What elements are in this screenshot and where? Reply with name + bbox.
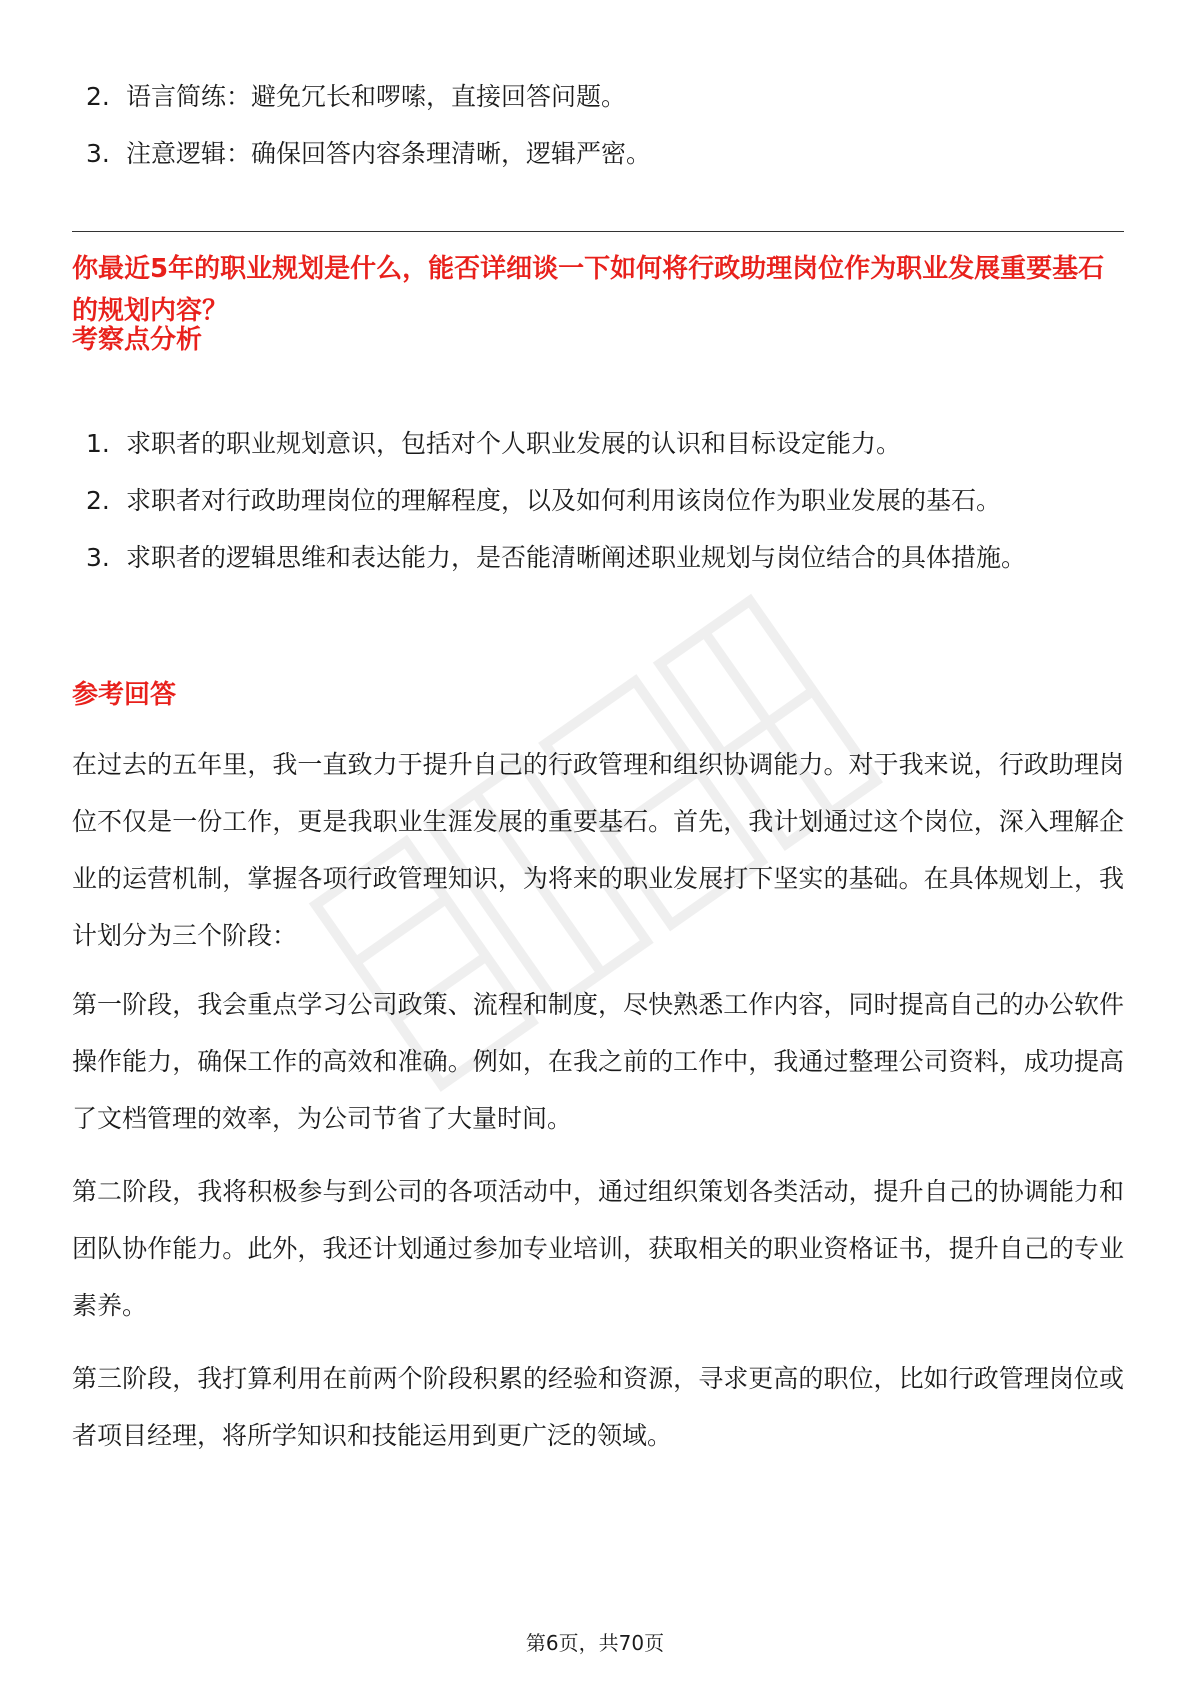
list-item	[72, 472, 1124, 529]
list-item-text: 注意逻辑：确保回答内容条理清晰，逻辑严密。	[126, 139, 652, 168]
answer-paragraph: 第二阶段，我将积极参与到公司的各项活动中，通过组织策划各类活动，提升自己的协调能力和团队协作能力。此外，我还计划通过参加专业培训，获取相关的职业资格证书，提升自己的专业素养。	[72, 1177, 1124, 1320]
reference-answer-heading: 参考回答	[72, 680, 177, 710]
analysis-heading: 考察点分析	[72, 325, 203, 355]
list-item-text: 求职者的逻辑思维和表达能力，是否能清晰阐述职业规划与岗位结合的具体措施。	[126, 543, 1027, 572]
list-item-number: 3.	[86, 139, 110, 168]
answer-paragraph: 第三阶段，我打算利用在前两个阶段积累的经验和资源，寻求更高的职位，比如行政管理岗位或者项目经理，将所学知识和技能运用到更广泛的领域。	[72, 1364, 1124, 1450]
list-item	[72, 68, 1124, 125]
list-item	[72, 529, 1124, 586]
page-number: 第6页，共70页	[525, 1631, 665, 1655]
list-item-number: 3.	[86, 543, 110, 572]
answer-tips-list	[72, 68, 1124, 182]
list-item-text: 求职者的职业规划意识，包括对个人职业发展的认识和目标设定能力。	[126, 429, 902, 458]
list-item-number: 1.	[86, 429, 110, 458]
list-item	[72, 125, 1124, 182]
analysis-list	[72, 415, 1124, 586]
section-divider	[72, 231, 1124, 232]
interview-question: 你最近5年的职业规划是什么，能否详细谈一下如何将行政助理岗位作为职业发展重要基石的规划内容？	[72, 254, 1105, 326]
list-item	[72, 415, 1124, 472]
answer-paragraph: 第一阶段，我会重点学习公司政策、流程和制度，尽快熟悉工作内容，同时提高自己的办公软件操作能力，确保工作的高效和准确。例如，在我之前的工作中，我通过整理公司资料，成功提高了文档管理的效率，为公司节省了大量时间。	[72, 990, 1124, 1133]
list-item-text: 求职者对行政助理岗位的理解程度，以及如何利用该岗位作为职业发展的基石。	[126, 486, 1002, 515]
list-item-text: 语言简练：避免冗长和啰嗦，直接回答问题。	[126, 82, 627, 111]
list-item-number: 2.	[86, 82, 110, 111]
answer-paragraph: 在过去的五年里，我一直致力于提升自己的行政管理和组织协调能力。对于我来说，行政助理岗位不仅是一份工作，更是我职业生涯发展的重要基石。首先，我计划通过这个岗位，深入理解企业的运营机制，掌握各项行政管理知识，为将来的职业发展打下坚实的基础。在具体规划上，我计划分为三个阶段：	[72, 750, 1124, 950]
list-item-number: 2.	[86, 486, 110, 515]
